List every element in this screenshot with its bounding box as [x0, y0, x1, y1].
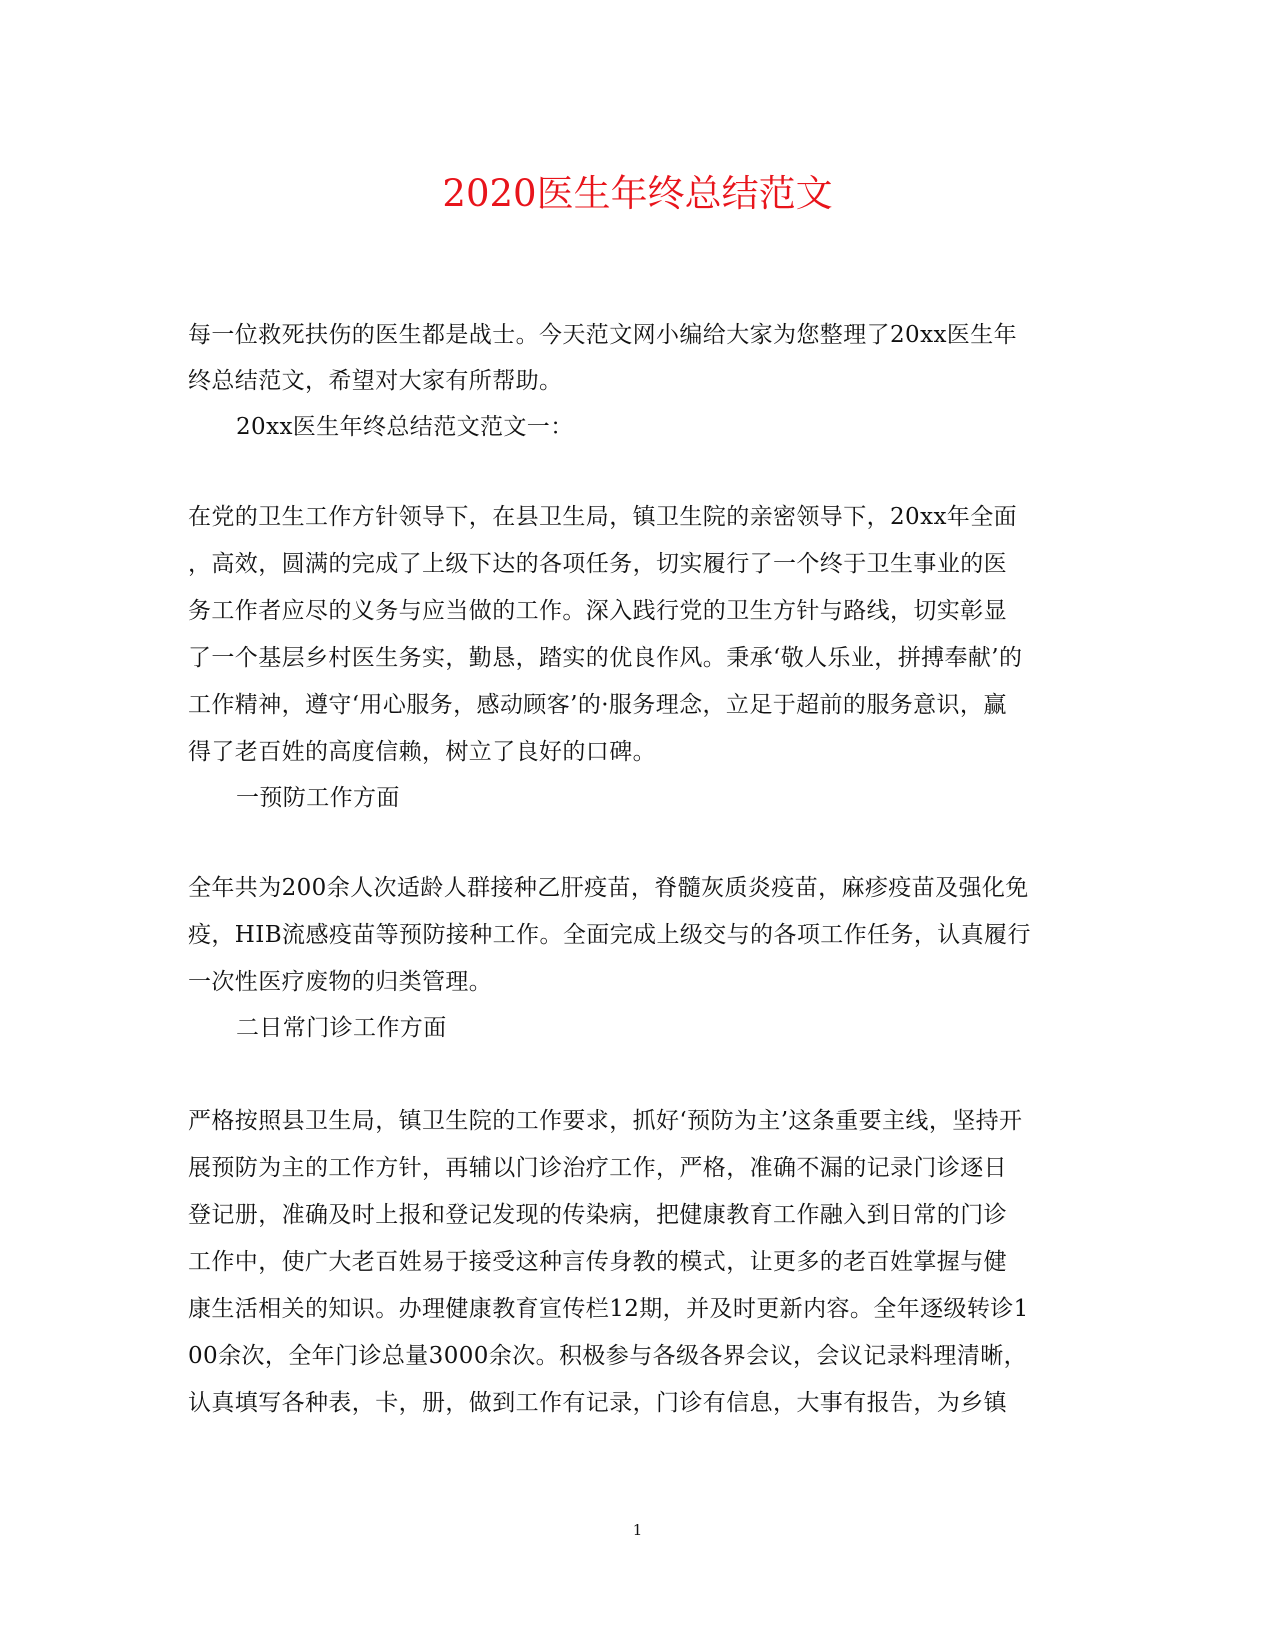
paragraph-line: 一次性医疗废物的归类管理。	[188, 969, 493, 995]
paragraph-line: 得了老百姓的高度信赖，树立了良好的口碑。	[188, 739, 656, 765]
paragraph-line: 全年共为200余人次适龄人群接种乙肝疫苗，脊髓灰质炎疫苗，麻疹疫苗及强化免	[188, 875, 1029, 901]
paragraph-line: 严格按照县卫生局，镇卫生院的工作要求，抓好‘预防为主’这条重要主线，坚持开	[188, 1108, 1023, 1134]
paragraph-line: 疫，HIB流感疫苗等预防接种工作。全面完成上级交与的各项工作任务，认真履行	[188, 922, 1031, 948]
paragraph-line: 工作中，使广大老百姓易于接受这种言传身教的模式，让更多的老百姓掌握与健	[188, 1249, 1007, 1275]
paragraph-line: 每一位救死扶伤的医生都是战士。今天范文网小编给大家为您整理了20xx医生年	[188, 322, 1018, 348]
section-heading: 一预防工作方面	[236, 785, 400, 811]
paragraph-line: 终总结范文，希望对大家有所帮助。	[188, 368, 563, 394]
paragraph-line: 工作精神，遵守‘用心服务，感动顾客’的·服务理念，立足于超前的服务意识，赢	[188, 692, 1007, 718]
section-heading: 二日常门诊工作方面	[236, 1015, 447, 1041]
section-heading: 20xx医生年终总结范文范文一：	[236, 414, 574, 440]
paragraph-line: 展预防为主的工作方针，再辅以门诊治疗工作，严格，准确不漏的记录门诊逐日	[188, 1155, 1007, 1181]
paragraph-line: 康生活相关的知识。办理健康教育宣传栏12期，并及时更新内容。全年逐级转诊1	[188, 1296, 1029, 1322]
paragraph-line: ，高效，圆满的完成了上级下达的各项任务，切实履行了一个终于卫生事业的医	[188, 551, 1007, 577]
paragraph-line: 登记册，准确及时上报和登记发现的传染病，把健康教育工作融入到日常的门诊	[188, 1202, 1007, 1228]
paragraph-line: 认真填写各种表，卡，册，做到工作有记录，门诊有信息，大事有报告，为乡镇	[188, 1390, 1007, 1416]
paragraph-line: 了一个基层乡村医生务实，勤恳，踏实的优良作风。秉承‘敬人乐业，拼搏奉献’的	[188, 645, 1023, 671]
paragraph-line: 务工作者应尽的义务与应当做的工作。深入践行党的卫生方针与路线，切实彰显	[188, 598, 1007, 624]
paragraph-line: 00余次，全年门诊总量3000余次。积极参与各级各界会议，会议记录料理清晰，	[188, 1343, 1027, 1369]
paragraph-line: 在党的卫生工作方针领导下，在县卫生局，镇卫生院的亲密领导下，20xx年全面	[188, 504, 1018, 530]
document-title: 2020医生年终总结范文	[442, 172, 833, 215]
page-number: 1	[632, 1521, 643, 1539]
